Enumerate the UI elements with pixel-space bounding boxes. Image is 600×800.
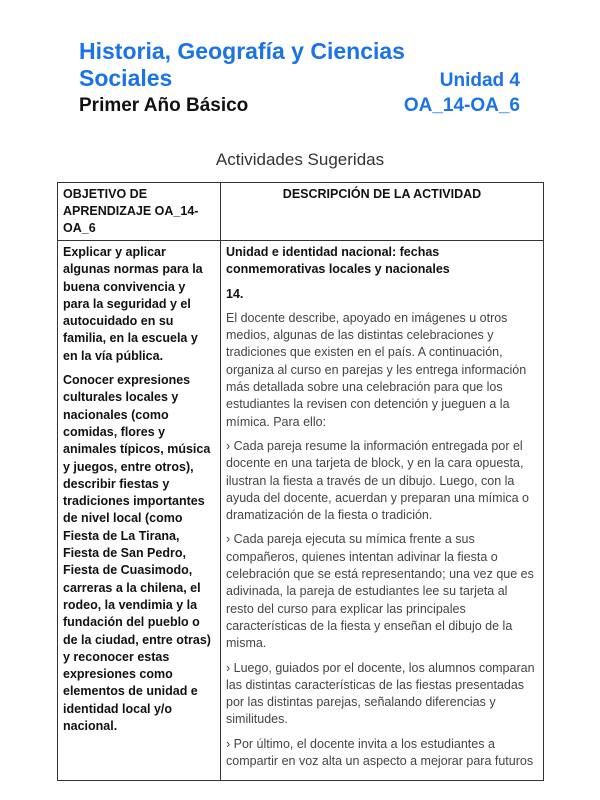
activity-title: Unidad e identidad nacional: fechas conmemorativas locales y nacionales [226, 245, 450, 277]
description-cell [221, 241, 544, 781]
grade-label: Primer Año Básico [79, 95, 249, 116]
subject-title-line2: Sociales [79, 65, 173, 91]
section-heading: Actividades Sugeridas [215, 150, 385, 169]
objective-text: Explicar y aplicar algunas normas para la buena convivencia y para la seguridad y el autocuidado en su familia, en la escuela y en la vía pública. [63, 245, 203, 363]
page-header [79, 38, 520, 118]
unit-label: Unidad 4 [439, 70, 520, 91]
activity-paragraph: › Cada pareja ejecuta su mímica frente a sus compañeros, quienes intentan adivinar la fiesta o celebración que se está representando; una vez que es adivinada, la pareja de estudiantes lee su tarjeta al resto del curso para explicar las principales características de la fiesta y enseñan el dibujo de la misma. [226, 532, 534, 651]
subject-title: Historia, Geografía y Ciencias [79, 38, 405, 64]
description-header: DESCRIPCIÓN DE LA ACTIVIDAD [221, 183, 544, 241]
table-header-row [58, 183, 544, 241]
activity-paragraph: › Por último, el docente invita a los estudiantes a compartir en voz alta un aspecto a mejorar para futuros [226, 736, 534, 769]
oa-code: OA_14-OA_6 [403, 95, 520, 116]
table-row [58, 241, 544, 781]
objective-header: OBJETIVO DE APRENDIZAJE OA_14-OA_6 [58, 183, 221, 241]
activity-number: 14. [226, 286, 244, 301]
objective-text: Conocer expresiones culturales locales y nacionales (como comidas, flores y animales típicos, música y juegos, entre otros), describir fiestas y tradiciones importantes de nivel local (como Fiesta de La Tirana, Fiesta de San Pedro, Fiesta de Cuasimodo, carreras a la chilena, el rodeo, la vendimia y la fundación del pueblo o de la ciudad, entre otras) y reconocer estas expresiones como elementos de unidad e identidad local y/o nacional. [63, 373, 211, 734]
activity-paragraph: › Cada pareja resume la información entregada por el docente en una tarjeta de block, y en la cara opuesta, ilustran la fiesta a través de un dibujo. Luego, con la ayuda del docente, acuerdan y preparan una mímica o dramatización de la fiesta o tradición. [226, 438, 529, 523]
activity-paragraph: › Luego, guiados por el docente, los alumnos comparan las distintas características de las fiestas presentadas por las distintas parejas, señalando diferencias y similitudes. [226, 660, 535, 727]
activities-table [57, 182, 544, 781]
objective-cell [58, 241, 221, 781]
activity-paragraph: El docente describe, apoyado en imágenes u otros medios, algunas de las distintas celebraciones y tradiciones que existen en el país. A continuación, organiza al curso en parejas y les entrega información más detallada sobre una celebración para que los estudiantes la revisen con detención y jueguen a la mímica. Para ello: [226, 310, 527, 429]
